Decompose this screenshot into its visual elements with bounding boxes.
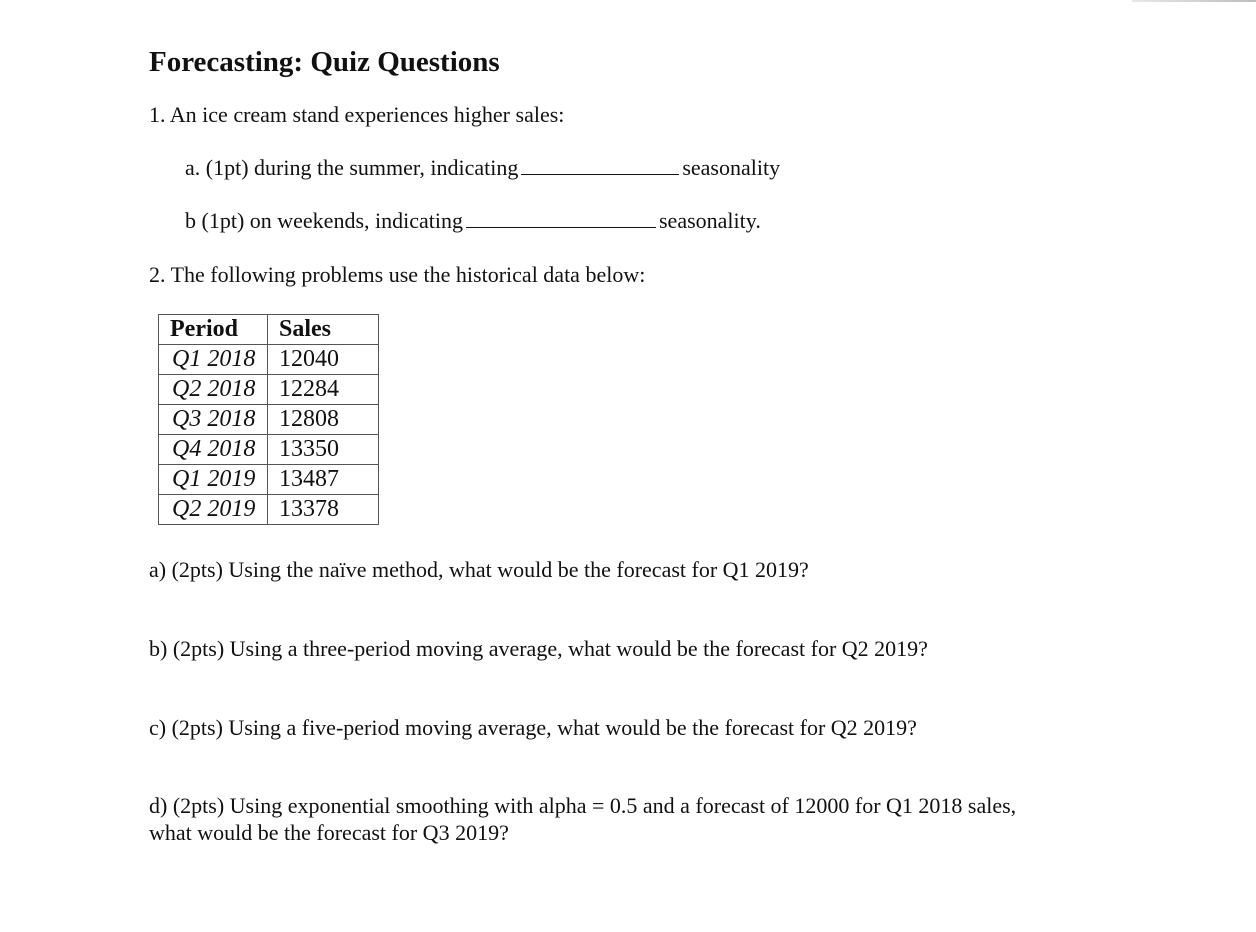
question-1-prompt: 1. An ice cream stand experiences higher sales: <box>149 102 565 127</box>
period-cell: Q2 2019 <box>159 495 268 525</box>
period-cell: Q1 2018 <box>159 345 268 375</box>
sales-cell: 13487 <box>268 465 379 495</box>
table-row <box>159 405 379 435</box>
question-1a-suffix: seasonality <box>682 155 781 180</box>
answer-blank-1b[interactable] <box>466 207 656 228</box>
page-edge-shadow <box>1132 0 1256 2</box>
table-row <box>159 345 379 375</box>
question-1b-text: b (1pt) on weekends, indicating <box>185 208 463 233</box>
question-2-prompt: 2. The following problems use the historical data below: <box>149 262 646 287</box>
question-1a <box>185 154 780 181</box>
period-cell: Q1 2019 <box>159 465 268 495</box>
period-cell: Q3 2018 <box>159 405 268 435</box>
sales-cell: 13350 <box>268 435 379 465</box>
period-cell: Q4 2018 <box>159 435 268 465</box>
sales-cell: 13378 <box>268 495 379 525</box>
table-row <box>159 375 379 405</box>
question-2a: a) (2pts) Using the naïve method, what would be the forecast for Q1 2019? <box>149 557 809 582</box>
sales-cell: 12040 <box>268 345 379 375</box>
sales-cell: 12808 <box>268 405 379 435</box>
table-row <box>159 435 379 465</box>
table-row <box>159 495 379 525</box>
table-row <box>159 465 379 495</box>
sales-cell: 12284 <box>268 375 379 405</box>
question-1a-text: a. (1pt) during the summer, indicating <box>185 155 519 180</box>
table-header-row <box>159 315 379 345</box>
period-cell: Q2 2018 <box>159 375 268 405</box>
column-header-period: Period <box>159 315 268 345</box>
column-header-sales: Sales <box>268 315 379 345</box>
question-1b <box>185 207 761 234</box>
question-2c: c) (2pts) Using a five-period moving average, what would be the forecast for Q2 2019? <box>149 715 917 740</box>
page-title: Forecasting: Quiz Questions <box>149 46 500 78</box>
question-2d-line-1: d) (2pts) Using exponential smoothing with alpha = 0.5 and a forecast of 12000 for Q1 2018 sales, <box>149 793 1017 818</box>
question-1b-suffix: seasonality. <box>659 208 761 233</box>
historical-data-table <box>158 314 379 525</box>
answer-blank-1a[interactable] <box>521 154 679 175</box>
question-2d-line-2: what would be the forecast for Q3 2019? <box>149 820 509 845</box>
question-2b: b) (2pts) Using a three-period moving average, what would be the forecast for Q2 2019? <box>149 636 928 661</box>
